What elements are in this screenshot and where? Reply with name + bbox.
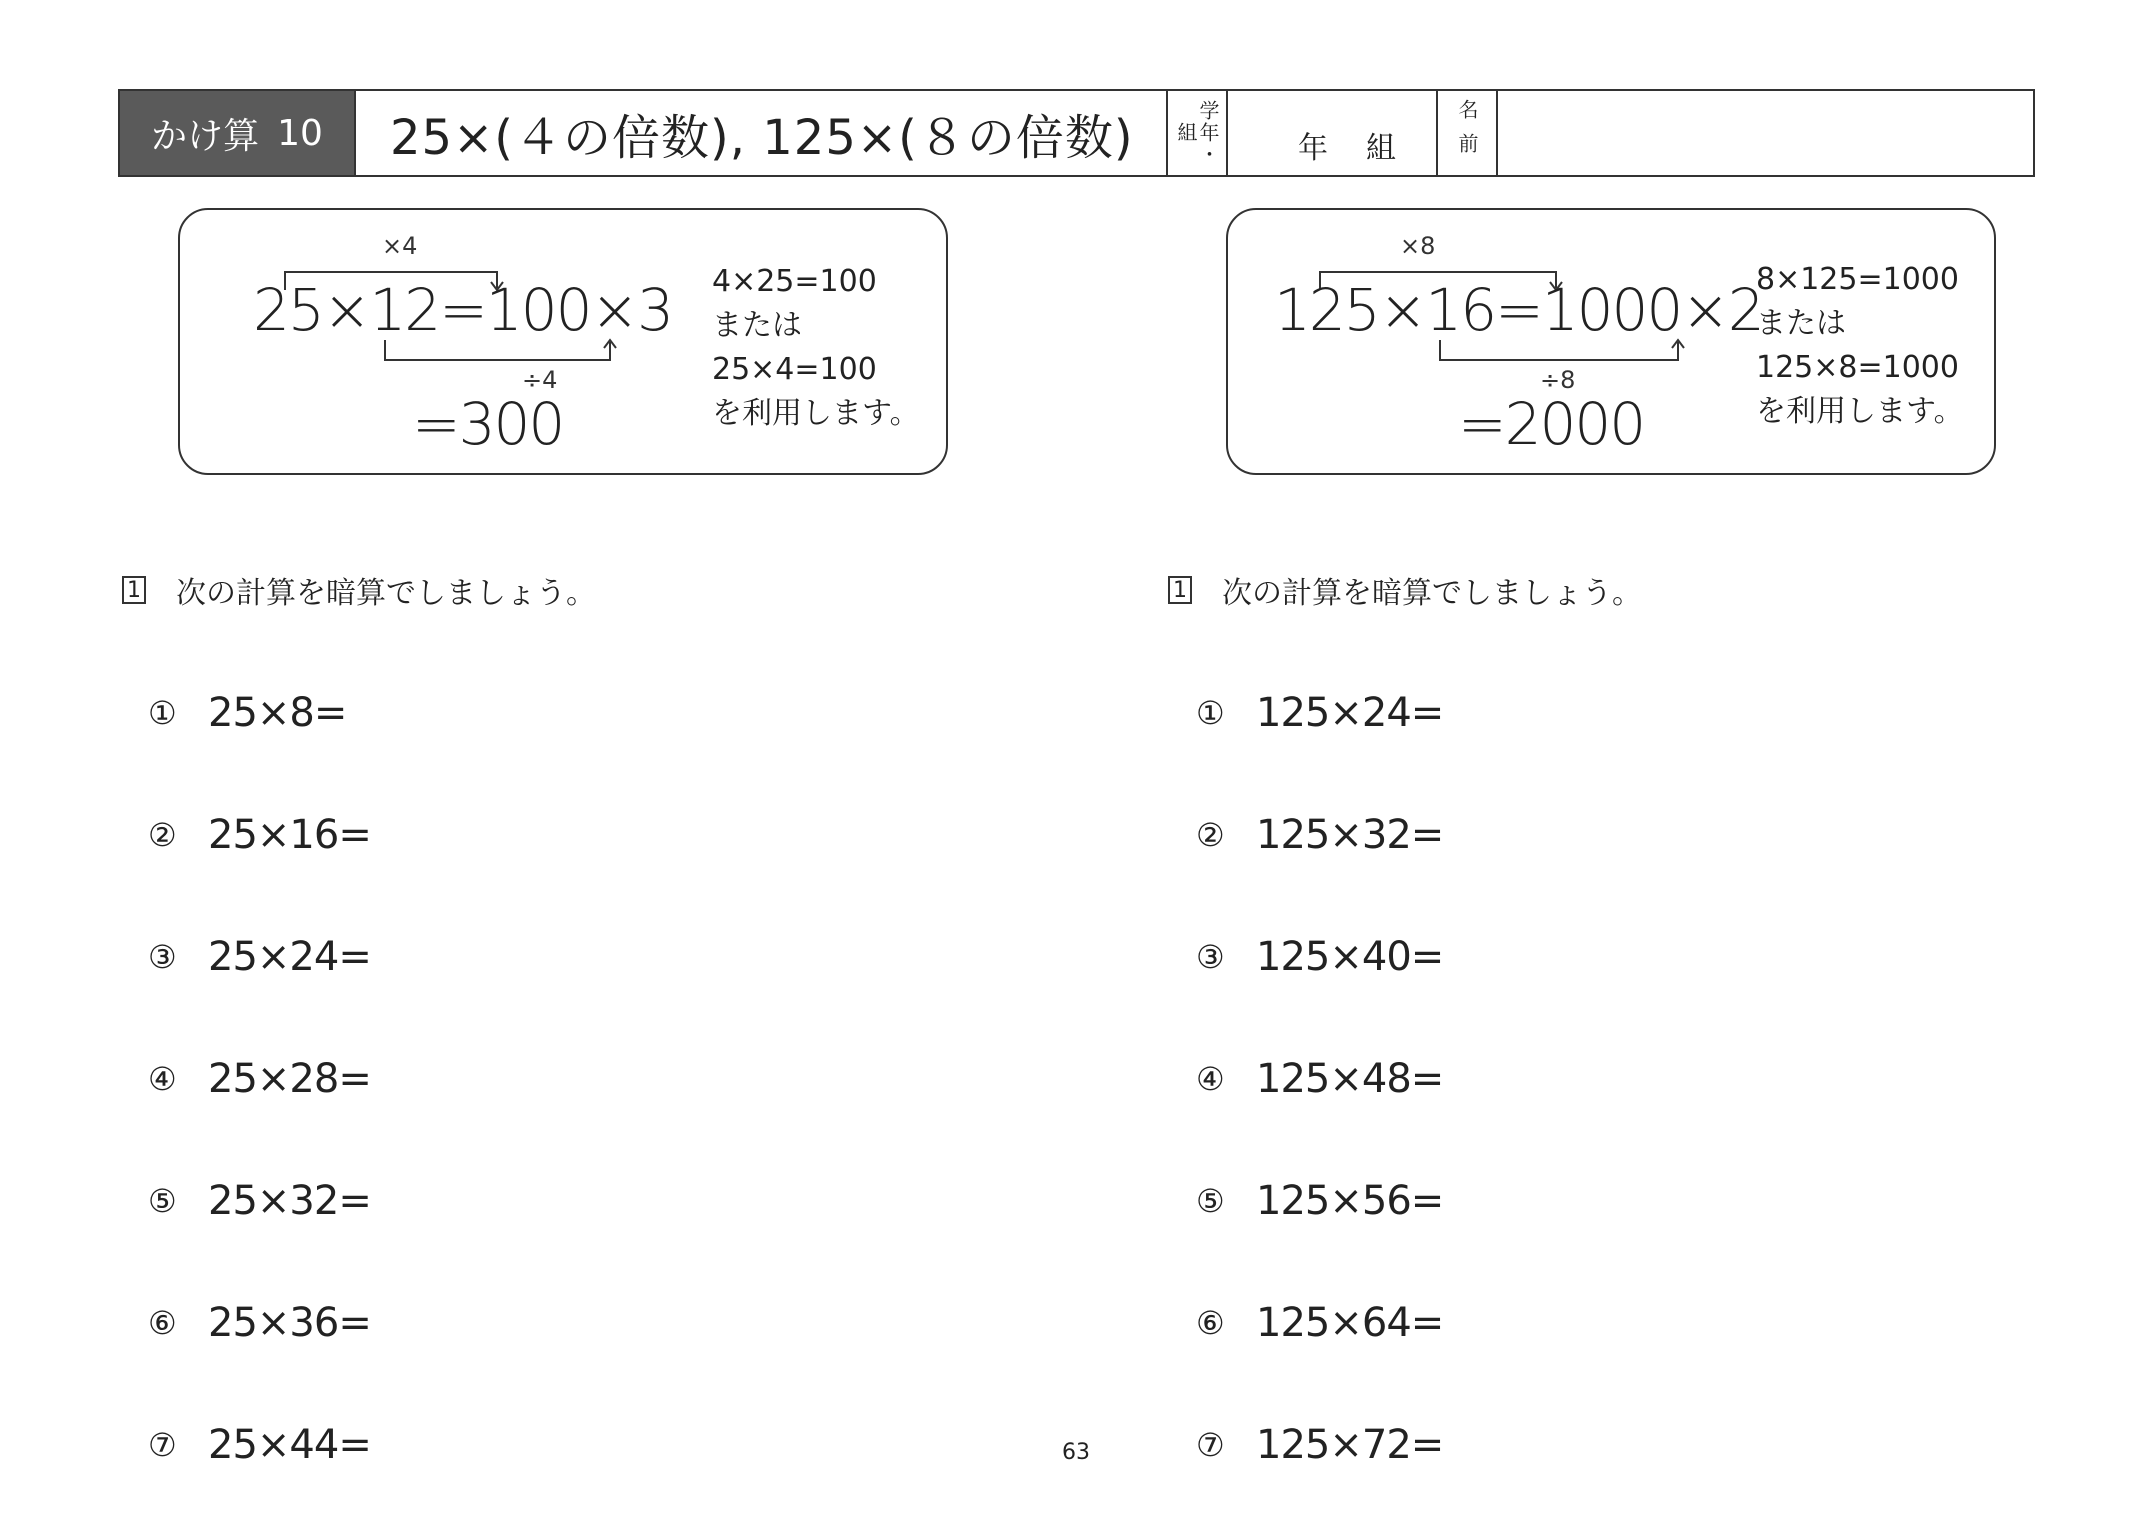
problem-expression: 125×40= — [1256, 934, 1444, 980]
problem-item — [1196, 1018, 1443, 1140]
grade-class-label — [1168, 91, 1228, 175]
example-1-bottom-op: ÷4 — [522, 366, 558, 394]
problem-mark: ① — [148, 694, 177, 732]
problem-item — [1196, 1140, 1443, 1262]
example-2-note-line: を利用します。 — [1756, 394, 1964, 429]
student-info-table — [1166, 89, 2035, 177]
example-1-top-op: ×4 — [382, 232, 418, 260]
problem-expression: 125×24= — [1256, 690, 1444, 736]
example-2-result: =2000 — [1458, 390, 1645, 458]
example-2-note — [1756, 258, 1964, 434]
problem-expression: 125×32= — [1256, 812, 1444, 858]
problem-item — [1196, 1262, 1443, 1384]
example-box-2 — [1226, 208, 1996, 475]
problem-item — [148, 1140, 371, 1262]
year-label: 年 — [1298, 131, 1328, 166]
example-1-note-line: 25×4=100 — [712, 352, 877, 387]
instruction-right — [1168, 568, 1642, 612]
name-label — [1438, 91, 1498, 175]
example-2-note-line: 125×8=1000 — [1756, 350, 1959, 385]
example-1-note-line: 4×25=100 — [712, 264, 877, 299]
instruction-text: 次の計算を暗算でしましょう。 — [176, 576, 596, 611]
problem-list-left — [148, 652, 371, 1506]
example-2-top-op: ×8 — [1400, 232, 1436, 260]
problem-item — [148, 1018, 371, 1140]
problem-expression: 25×24= — [208, 934, 371, 980]
problem-mark: ⑥ — [148, 1304, 177, 1342]
name-field[interactable] — [1498, 91, 2033, 175]
unit-badge — [118, 89, 356, 177]
problem-expression: 125×64= — [1256, 1300, 1444, 1346]
problem-mark: ④ — [1196, 1060, 1225, 1098]
page-title: 25×(４の倍数), 125×(８の倍数) — [356, 89, 1166, 177]
example-1-note-line: または — [712, 308, 802, 343]
example-2-equation: 125×16=1000×2 — [1274, 276, 1763, 344]
problem-expression: 125×48= — [1256, 1056, 1444, 1102]
problem-item — [148, 1262, 371, 1384]
example-1-note — [712, 260, 920, 436]
problem-mark: ④ — [148, 1060, 177, 1098]
problem-item — [148, 1384, 371, 1506]
problem-expression: 25×16= — [208, 812, 371, 858]
problem-mark: ⑥ — [1196, 1304, 1225, 1342]
problem-item — [1196, 774, 1443, 896]
example-1-note-line: を利用します。 — [712, 396, 920, 431]
problem-list-right — [1196, 652, 1443, 1506]
problem-mark: ① — [1196, 694, 1225, 732]
problem-item — [148, 896, 371, 1018]
problem-expression: 25×28= — [208, 1056, 371, 1102]
problem-expression: 25×44= — [208, 1422, 371, 1468]
problem-mark: ② — [1196, 816, 1225, 854]
unit-number: 10 — [277, 112, 323, 154]
example-box-1 — [178, 208, 948, 475]
example-2-bottom-op: ÷8 — [1540, 366, 1576, 394]
example-1-equation: 25×12=100×3 — [253, 276, 673, 344]
class-label: 組 — [1366, 131, 1396, 166]
problem-mark: ⑦ — [1196, 1426, 1225, 1464]
problem-item — [1196, 896, 1443, 1018]
problem-expression: 25×8= — [208, 690, 347, 736]
example-2-note-line: 8×125=1000 — [1756, 262, 1959, 297]
problem-item — [1196, 652, 1443, 774]
instruction-text: 次の計算を暗算でしましょう。 — [1222, 576, 1642, 611]
problem-item — [1196, 1384, 1443, 1506]
problem-mark: ⑤ — [1196, 1182, 1225, 1220]
page-number: 63 — [1062, 1440, 1090, 1465]
problem-item — [148, 774, 371, 896]
problem-expression: 125×56= — [1256, 1178, 1444, 1224]
unit-label: かけ算 — [151, 115, 260, 157]
example-1-result: =300 — [412, 390, 564, 458]
problem-expression: 125×72= — [1256, 1422, 1444, 1468]
section-number: 1 — [122, 576, 146, 604]
name-label-text: 名前 — [1455, 99, 1479, 167]
problem-mark: ③ — [148, 938, 177, 976]
problem-mark: ② — [148, 816, 177, 854]
instruction-left — [122, 568, 596, 612]
problem-mark: ③ — [1196, 938, 1225, 976]
problem-expression: 25×32= — [208, 1178, 371, 1224]
problem-mark: ⑦ — [148, 1426, 177, 1464]
problem-item — [148, 652, 371, 774]
problem-mark: ⑤ — [148, 1182, 177, 1220]
section-number: 1 — [1168, 576, 1192, 604]
example-2-note-line: または — [1756, 306, 1846, 341]
grade-class-field[interactable] — [1228, 91, 1438, 175]
grade-class-label-text: 学年・組 — [1174, 100, 1220, 166]
problem-expression: 25×36= — [208, 1300, 371, 1346]
